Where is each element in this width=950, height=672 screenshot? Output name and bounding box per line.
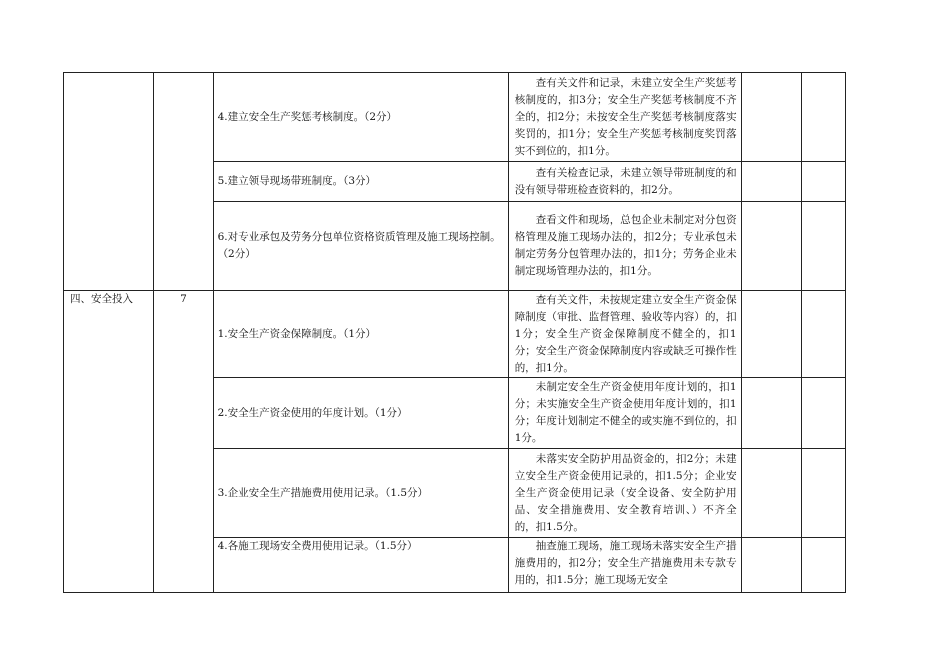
category-cell bbox=[64, 291, 154, 593]
score-cell bbox=[154, 291, 213, 593]
empty-cell bbox=[741, 449, 801, 538]
method-text: 查有关检查记录，未建立领导带班制度的和没有领导带班检查资料的，扣2分。 bbox=[514, 166, 737, 196]
item-text: 4.各施工现场安全费用使用记录。（1.5分） bbox=[217, 540, 418, 552]
item-text: 1.安全生产资金保障制度。（1分） bbox=[217, 327, 377, 340]
method-cell bbox=[508, 378, 741, 449]
empty-cell bbox=[801, 378, 845, 449]
method-cell bbox=[508, 291, 741, 378]
item-text: 2.安全生产资金使用的年度计划。（1分） bbox=[217, 406, 408, 419]
method-text: 查有关文件，未按规定建立安全生产资金保障制度（审批、监督管理、验收等内容）的，扣1分；安全生产资金保障制度不健全的，扣1分；安全生产资金保障制度内容或缺乏可操作性的，扣1分。 bbox=[514, 293, 737, 374]
empty-cell bbox=[741, 73, 801, 162]
method-cell bbox=[508, 73, 741, 162]
table-row bbox=[64, 291, 846, 378]
item-cell bbox=[213, 538, 508, 593]
empty-cell bbox=[741, 291, 801, 378]
item-cell bbox=[213, 378, 508, 449]
item-cell bbox=[213, 73, 508, 162]
empty-cell bbox=[801, 291, 845, 378]
method-cell bbox=[508, 538, 741, 593]
item-text: 4.建立安全生产奖惩考核制度。（2分） bbox=[217, 110, 398, 123]
empty-cell bbox=[801, 449, 845, 538]
item-cell bbox=[213, 162, 508, 202]
method-text: 未制定安全生产资金使用年度计划的，扣1分；未实施安全生产资金使用年度计划的，扣1分；年度计划制定不健全的或实施不到位的，扣1分。 bbox=[514, 381, 737, 444]
method-cell bbox=[508, 449, 741, 538]
empty-cell bbox=[801, 162, 845, 202]
item-text: 3.企业安全生产措施费用使用记录。（1.5分） bbox=[217, 486, 429, 499]
empty-cell bbox=[741, 378, 801, 449]
table-row bbox=[64, 73, 846, 162]
item-cell bbox=[213, 291, 508, 378]
item-text: 6.对专业承包及劳务分包单位资格资质管理及施工现场控制。（2分） bbox=[217, 231, 501, 260]
item-text: 5.建立领导现场带班制度。（3分） bbox=[217, 175, 377, 187]
category-cell-continued bbox=[64, 73, 154, 291]
method-text: 查看文件和现场，总包企业未制定对分包资格管理及施工现场办法的，扣2分；专业承包未制定劳务分包管理办法的，扣1分；劳务企业未制定现场管理办法的，扣1分。 bbox=[514, 214, 737, 277]
method-text: 未落实安全防护用品资金的，扣2分；未建立安全生产资金使用记录的，扣1.5分；企业安全生产资金使用记录（安全设备、安全防护用品、安全措施费用、安全教育培训、）不齐全的，扣1.5分。 bbox=[514, 452, 737, 533]
empty-cell bbox=[801, 202, 845, 291]
empty-cell bbox=[741, 162, 801, 202]
empty-cell bbox=[741, 538, 801, 593]
empty-cell bbox=[801, 538, 845, 593]
method-cell bbox=[508, 162, 741, 202]
empty-cell bbox=[801, 73, 845, 162]
method-text: 抽查施工现场，施工现场未落实安全生产措施费用的，扣2分；安全生产措施费用未专款专用的，扣1.5分；施工现场无安全 bbox=[514, 540, 737, 586]
score-cell-continued bbox=[154, 73, 213, 291]
empty-cell bbox=[741, 202, 801, 291]
method-cell bbox=[508, 202, 741, 291]
method-text: 查有关文件和记录，未建立安全生产奖惩考核制度的，扣3分；安全生产奖惩考核制度不齐全的，扣2分；未按安全生产奖惩考核制度落实奖罚的，扣1分；安全生产奖惩考核制度奖罚落实不到位的，扣1分。 bbox=[514, 76, 737, 157]
score-value: 7 bbox=[180, 293, 187, 305]
item-cell bbox=[213, 202, 508, 291]
item-cell bbox=[213, 449, 508, 538]
evaluation-table bbox=[63, 72, 846, 593]
category-label: 四、安全投入 bbox=[70, 293, 133, 305]
